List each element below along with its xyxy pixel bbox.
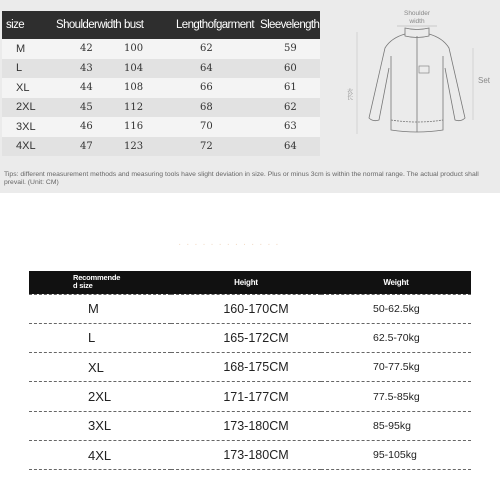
header-length-of-garment: Lengthofgarment <box>176 19 254 31</box>
shoulder-cell: 44 <box>80 82 93 94</box>
header-size: size <box>6 19 25 31</box>
length-cell: 70 <box>200 121 213 133</box>
rec-height-cell: 171-177CM <box>171 382 321 411</box>
table-row <box>29 353 471 382</box>
shoulder-cell: 43 <box>80 62 93 74</box>
measurement-tips: Tips: different measurement methods and measuring tools have slight deviation in size. Plus or minus 3cm is within the normal range. The actual product shall prevail. (Unit: CM) <box>4 171 479 186</box>
rec-size-cell: XL <box>29 353 171 382</box>
rec-size-cell: 4XL <box>29 440 171 469</box>
rec-weight-cell: 50-62.5kg <box>321 294 471 323</box>
sleeve-cell: 61 <box>284 82 297 94</box>
sleeve-cell: 60 <box>284 62 297 74</box>
length-cell: 66 <box>200 82 213 94</box>
length-cell: 64 <box>200 62 213 74</box>
header-recommended-size-line2: d size <box>73 281 93 291</box>
header-height: Height <box>234 277 258 287</box>
recommended-size-table <box>29 271 471 470</box>
rec-weight-cell: 70-77.5kg <box>321 353 471 382</box>
rec-height-cell: 173-180CM <box>171 440 321 469</box>
length-cell: 68 <box>200 101 213 113</box>
bust-cell: 108 <box>124 82 144 94</box>
rec-size-cell: L <box>29 323 171 352</box>
size-chart-panel <box>0 0 500 193</box>
header-bust: bust <box>124 19 144 31</box>
size-cell: 4XL <box>16 140 36 153</box>
shoulder-cell: 46 <box>80 121 93 133</box>
shoulder-cell: 45 <box>80 101 93 113</box>
rec-weight-cell: 85-95kg <box>321 411 471 440</box>
rec-weight-cell: 77.5-85kg <box>321 382 471 411</box>
rec-weight-cell: 62.5-70kg <box>321 323 471 352</box>
sleeve-cell: 64 <box>284 140 297 152</box>
table-row <box>29 382 471 411</box>
size-cell: M <box>16 42 26 55</box>
rec-height-cell: 165-172CM <box>171 323 321 352</box>
sleeve-cell: 62 <box>284 101 297 113</box>
jacket-measurement-diagram <box>335 8 495 138</box>
rec-size-cell: 2XL <box>29 382 171 411</box>
header-shoulder-width: Shoulderwidth <box>56 19 122 31</box>
rec-size-cell: 3XL <box>29 411 171 440</box>
size-chart-header-row <box>2 11 320 39</box>
header-sleeve-length: Sleevelength <box>260 19 320 31</box>
shoulder-cell: 47 <box>80 140 93 152</box>
header-recommended-size <box>29 271 171 294</box>
recommended-header-row <box>29 271 471 294</box>
table-row <box>29 323 471 352</box>
table-row <box>2 78 320 98</box>
bust-cell: 100 <box>124 43 144 55</box>
sleeve-label: Set <box>478 76 491 85</box>
size-cell: XL <box>16 81 30 94</box>
rec-height-cell: 160-170CM <box>171 294 321 323</box>
table-row <box>2 117 320 137</box>
table-row <box>2 59 320 79</box>
bust-cell: 112 <box>124 101 144 113</box>
rec-height-cell: 168-175CM <box>171 353 321 382</box>
watermark-decoration: · · · · · · · · · · · · · <box>178 239 280 250</box>
table-row <box>29 294 471 323</box>
size-chart-table <box>2 11 320 156</box>
table-row <box>2 39 320 59</box>
length-cell: 72 <box>200 140 213 152</box>
bust-cell: 116 <box>124 121 144 133</box>
jacket-outline-icon <box>369 28 465 132</box>
sleeve-cell: 59 <box>284 43 297 55</box>
rec-height-cell: 173-180CM <box>171 411 321 440</box>
table-row <box>29 411 471 440</box>
table-row <box>29 440 471 469</box>
table-row <box>2 98 320 118</box>
header-recommended-size-line1: Recommende <box>73 273 121 283</box>
shoulder-width-label-2: width <box>409 18 425 25</box>
length-label: 衣长 <box>345 88 353 100</box>
rec-weight-cell: 95-105kg <box>321 440 471 469</box>
bust-cell: 123 <box>124 140 144 152</box>
size-cell: 2XL <box>16 101 36 114</box>
rec-size-cell: M <box>29 294 171 323</box>
shoulder-width-label: Shoulder <box>403 10 431 17</box>
length-cell: 62 <box>200 43 213 55</box>
table-row <box>2 137 320 157</box>
shoulder-cell: 42 <box>80 43 93 55</box>
bust-cell: 104 <box>124 62 144 74</box>
sleeve-cell: 63 <box>284 121 297 133</box>
header-weight: Weight <box>383 277 409 287</box>
size-cell: 3XL <box>16 120 36 133</box>
size-cell: L <box>16 62 23 75</box>
